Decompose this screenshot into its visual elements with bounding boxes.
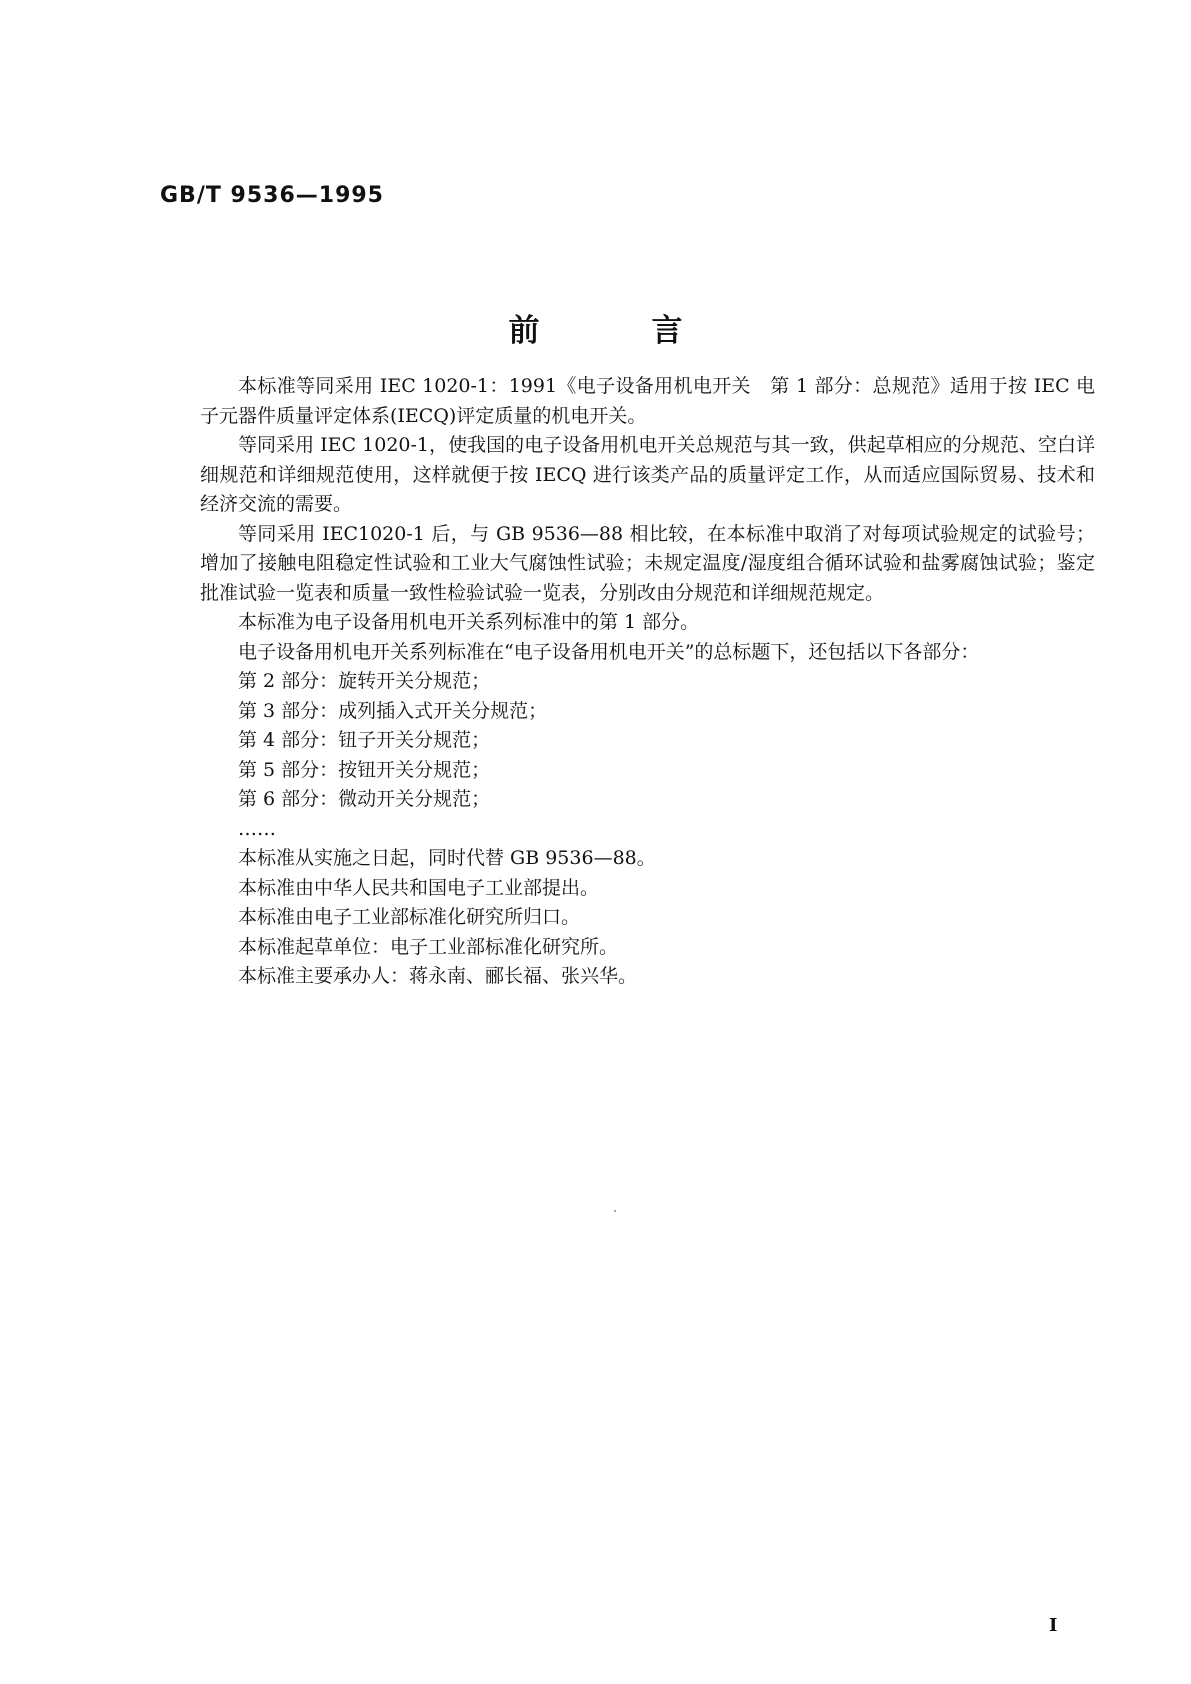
statement-proposer: 本标准由中华人民共和国电子工业部提出。 (238, 876, 600, 899)
scan-speck (614, 1210, 616, 1212)
parts-list (200, 667, 1095, 844)
list-item: 第 6 部分：微动开关分规范； (238, 788, 491, 810)
paragraph-purpose: 等同采用 IEC 1020-1，使我国的电子设备用机电开关总规范与其一致，供起草相应的分规范、空白详细规范和详细规范使用，这样就便于按 IECQ 进行该类产品的质量评定工作，从而适应国际贸易、技术和经济交流的需要。 (200, 434, 1095, 515)
list-item: 第 5 部分：按钮开关分规范； (238, 758, 491, 781)
statement-drafting-unit: 本标准起草单位：电子工业部标准化研究所。 (238, 935, 619, 958)
paragraph-adoption: 本标准等同采用 IEC 1020-1：1991《电子设备用机电开关 第 1 部分：总规范》适用于按 IEC 电子元器件质量评定体系(IECQ)评定质量的机电开关。 (200, 375, 1095, 427)
paragraph-changes: 等同采用 IEC1020-1 后，与 GB 9536—88 相比较，在本标准中取消了对每项试验规定的试验号；增加了接触电阻稳定性试验和工业大气腐蚀性试验；未规定温度/湿度组合循环试验和盐雾腐蚀试验；鉴定批准试验一览表和质量一致性检验试验一览表，分别改由分规范和详细规范规定。 (200, 522, 1095, 604)
paragraph-series-intro: 电子设备用机电开关系列标准在“电子设备用机电开关”的总标题下，还包括以下各部分： (238, 640, 980, 663)
statement-replacement: 本标准从实施之日起，同时代替 GB 9536—88。 (238, 847, 656, 869)
page-number: I (1049, 1615, 1058, 1636)
standard-code: GB/T 9536—1995 (160, 183, 384, 208)
statement-drafters: 本标准主要承办人：蒋永南、郦长福、张兴华。 (238, 965, 638, 987)
paragraph-series-part: 本标准为电子设备用机电开关系列标准中的第 1 部分。 (238, 611, 700, 633)
list-item: 第 3 部分：成列插入式开关分规范； (238, 699, 548, 722)
title-char-2: 言 (651, 313, 683, 349)
list-item: 第 4 部分：钮子开关分规范； (238, 729, 491, 751)
foreword-body (200, 372, 1095, 992)
page-title (0, 305, 1191, 350)
statement-centralized: 本标准由电子工业部标准化研究所归口。 (238, 906, 581, 928)
list-item: 第 2 部分：旋转开关分规范； (238, 670, 491, 692)
title-char-1: 前 (508, 313, 540, 349)
list-item-ellipsis: …… (238, 817, 276, 840)
